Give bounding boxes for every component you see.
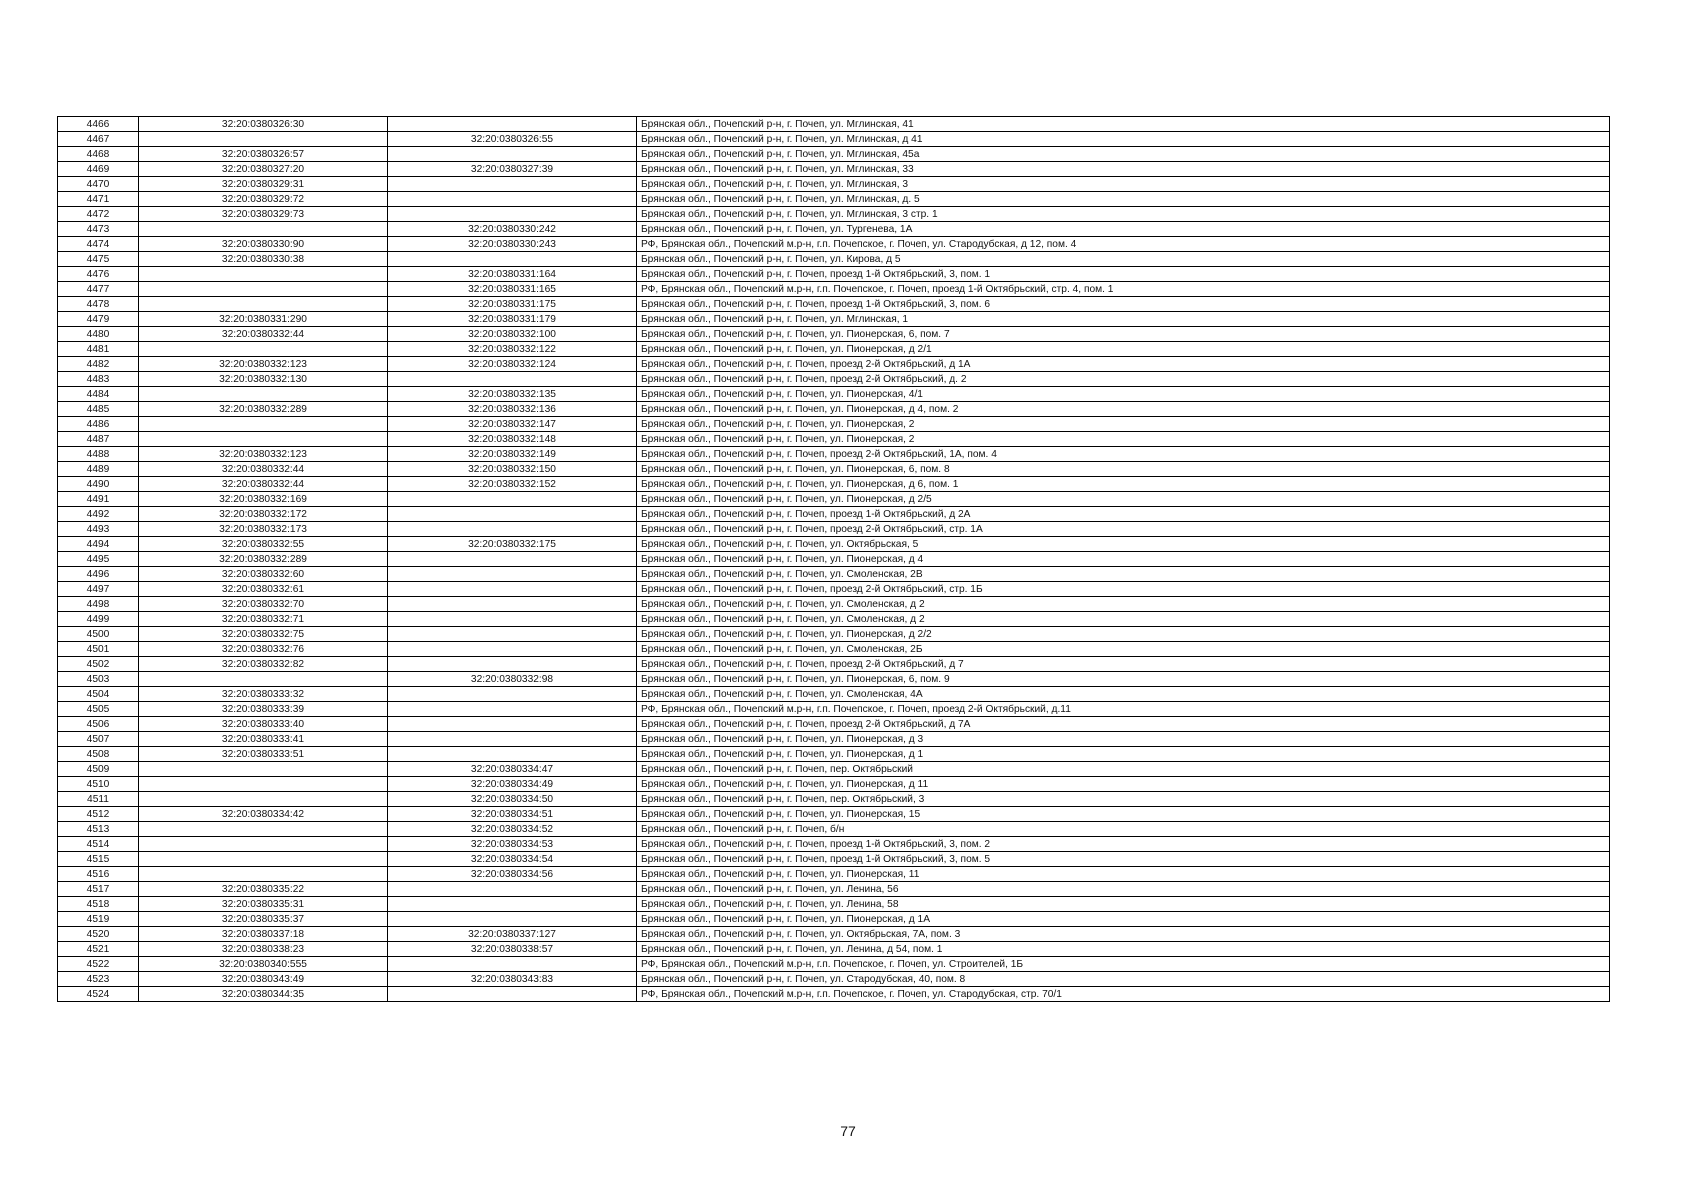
- row-number-cell: 4520: [58, 927, 139, 942]
- address-cell: Брянская обл., Почепский р-н, г. Почеп, ул. Пионерская, 15: [637, 807, 1610, 822]
- table-row: [58, 732, 1610, 747]
- row-number-cell: 4486: [58, 417, 139, 432]
- related-cadastral-number-cell: [388, 567, 637, 582]
- address-cell: Брянская обл., Почепский р-н, г. Почеп, ул. Мглинская, 41: [637, 117, 1610, 132]
- address-cell: Брянская обл., Почепский р-н, г. Почеп, ул. Смоленская, д 2: [637, 597, 1610, 612]
- related-cadastral-number-cell: [388, 612, 637, 627]
- row-number-cell: 4516: [58, 867, 139, 882]
- related-cadastral-number-cell: 32:20:0380332:124: [388, 357, 637, 372]
- cadastral-number-cell: 32:20:0380338:23: [139, 942, 388, 957]
- related-cadastral-number-cell: [388, 912, 637, 927]
- cadastral-number-cell: [139, 282, 388, 297]
- table-row: [58, 867, 1610, 882]
- related-cadastral-number-cell: 32:20:0380337:127: [388, 927, 637, 942]
- address-cell: РФ, Брянская обл., Почепский м.р-н, г.п. Почепское, г. Почеп, ул. Стародубская, стр. 70/1: [637, 987, 1610, 1002]
- row-number-cell: 4512: [58, 807, 139, 822]
- row-number-cell: 4514: [58, 837, 139, 852]
- table-row: [58, 612, 1610, 627]
- address-cell: Брянская обл., Почепский р-н, г. Почеп, ул. Пионерская, 6, пом. 7: [637, 327, 1610, 342]
- related-cadastral-number-cell: 32:20:0380338:57: [388, 942, 637, 957]
- cadastral-number-cell: 32:20:0380333:39: [139, 702, 388, 717]
- related-cadastral-number-cell: [388, 252, 637, 267]
- related-cadastral-number-cell: [388, 627, 637, 642]
- address-cell: Брянская обл., Почепский р-н, г. Почеп, ул. Мглинская, 1: [637, 312, 1610, 327]
- related-cadastral-number-cell: 32:20:0380332:175: [388, 537, 637, 552]
- cadastral-number-cell: 32:20:0380332:44: [139, 477, 388, 492]
- row-number-cell: 4478: [58, 297, 139, 312]
- cadastral-number-cell: 32:20:0380332:123: [139, 357, 388, 372]
- table-row: [58, 762, 1610, 777]
- address-cell: Брянская обл., Почепский р-н, г. Почеп, проезд 2-й Октябрьский, д 7: [637, 657, 1610, 672]
- row-number-cell: 4499: [58, 612, 139, 627]
- cadastral-number-cell: 32:20:0380333:51: [139, 747, 388, 762]
- address-cell: Брянская обл., Почепский р-н, г. Почеп, ул. Ленина, д 54, пом. 1: [637, 942, 1610, 957]
- row-number-cell: 4500: [58, 627, 139, 642]
- address-cell: Брянская обл., Почепский р-н, г. Почеп, проезд 2-й Октябрьский, стр. 1А: [637, 522, 1610, 537]
- table-row: [58, 552, 1610, 567]
- cadastral-number-cell: 32:20:0380332:75: [139, 627, 388, 642]
- address-cell: Брянская обл., Почепский р-н, г. Почеп, ул. Мглинская, 45а: [637, 147, 1610, 162]
- row-number-cell: 4510: [58, 777, 139, 792]
- cadastral-number-cell: [139, 822, 388, 837]
- address-cell: Брянская обл., Почепский р-н, г. Почеп, ул. Смоленская, 4А: [637, 687, 1610, 702]
- related-cadastral-number-cell: [388, 597, 637, 612]
- cadastral-number-cell: [139, 342, 388, 357]
- row-number-cell: 4502: [58, 657, 139, 672]
- address-cell: Брянская обл., Почепский р-н, г. Почеп, проезд 1-й Октябрьский, д 2А: [637, 507, 1610, 522]
- related-cadastral-number-cell: 32:20:0380334:53: [388, 837, 637, 852]
- related-cadastral-number-cell: 32:20:0380334:49: [388, 777, 637, 792]
- address-cell: Брянская обл., Почепский р-н, г. Почеп, ул. Смоленская, 2В: [637, 567, 1610, 582]
- related-cadastral-number-cell: [388, 987, 637, 1002]
- row-number-cell: 4518: [58, 897, 139, 912]
- cadastral-number-cell: 32:20:0380332:172: [139, 507, 388, 522]
- table-row: [58, 582, 1610, 597]
- related-cadastral-number-cell: 32:20:0380331:175: [388, 297, 637, 312]
- cadastral-number-cell: 32:20:0380332:55: [139, 537, 388, 552]
- row-number-cell: 4484: [58, 387, 139, 402]
- cadastral-number-cell: 32:20:0380326:30: [139, 117, 388, 132]
- table-row: [58, 177, 1610, 192]
- row-number-cell: 4473: [58, 222, 139, 237]
- table-row: [58, 507, 1610, 522]
- table-row: [58, 987, 1610, 1002]
- address-cell: Брянская обл., Почепский р-н, г. Почеп, ул. Пионерская, д 2/1: [637, 342, 1610, 357]
- row-number-cell: 4481: [58, 342, 139, 357]
- cadastral-number-cell: 32:20:0380340:555: [139, 957, 388, 972]
- cadastral-number-cell: 32:20:0380335:37: [139, 912, 388, 927]
- related-cadastral-number-cell: [388, 732, 637, 747]
- table-row: [58, 312, 1610, 327]
- table-row: [58, 387, 1610, 402]
- cadastral-number-cell: 32:20:0380344:35: [139, 987, 388, 1002]
- table-row: [58, 417, 1610, 432]
- table-row: [58, 837, 1610, 852]
- address-cell: Брянская обл., Почепский р-н, г. Почеп, ул. Пионерская, д 3: [637, 732, 1610, 747]
- row-number-cell: 4467: [58, 132, 139, 147]
- table-row: [58, 537, 1610, 552]
- cadastral-number-cell: 32:20:0380333:40: [139, 717, 388, 732]
- row-number-cell: 4519: [58, 912, 139, 927]
- row-number-cell: 4491: [58, 492, 139, 507]
- related-cadastral-number-cell: 32:20:0380332:122: [388, 342, 637, 357]
- address-cell: Брянская обл., Почепский р-н, г. Почеп, ул. Пионерская, 2: [637, 432, 1610, 447]
- related-cadastral-number-cell: [388, 702, 637, 717]
- related-cadastral-number-cell: [388, 177, 637, 192]
- table-row: [58, 297, 1610, 312]
- cadastral-number-cell: 32:20:0380343:49: [139, 972, 388, 987]
- row-number-cell: 4488: [58, 447, 139, 462]
- cadastral-number-cell: 32:20:0380329:73: [139, 207, 388, 222]
- cadastral-number-cell: [139, 762, 388, 777]
- table-row: [58, 702, 1610, 717]
- row-number-cell: 4498: [58, 597, 139, 612]
- cadastral-number-cell: 32:20:0380326:57: [139, 147, 388, 162]
- row-number-cell: 4503: [58, 672, 139, 687]
- address-cell: Брянская обл., Почепский р-н, г. Почеп, ул. Мглинская, д 41: [637, 132, 1610, 147]
- row-number-cell: 4475: [58, 252, 139, 267]
- table-row: [58, 222, 1610, 237]
- cadastral-number-cell: 32:20:0380334:42: [139, 807, 388, 822]
- address-cell: Брянская обл., Почепский р-н, г. Почеп, ул. Пионерская, д 1: [637, 747, 1610, 762]
- row-number-cell: 4501: [58, 642, 139, 657]
- row-number-cell: 4487: [58, 432, 139, 447]
- table-row: [58, 957, 1610, 972]
- related-cadastral-number-cell: 32:20:0380332:136: [388, 402, 637, 417]
- row-number-cell: 4476: [58, 267, 139, 282]
- table-row: [58, 432, 1610, 447]
- table-row: [58, 402, 1610, 417]
- row-number-cell: 4471: [58, 192, 139, 207]
- cadastral-number-cell: 32:20:0380332:61: [139, 582, 388, 597]
- address-cell: Брянская обл., Почепский р-н, г. Почеп, ул. Стародубская, 40, пом. 8: [637, 972, 1610, 987]
- cadastral-number-cell: [139, 222, 388, 237]
- row-number-cell: 4494: [58, 537, 139, 552]
- address-cell: Брянская обл., Почепский р-н, г. Почеп, ул. Пионерская, д 4, пом. 2: [637, 402, 1610, 417]
- related-cadastral-number-cell: 32:20:0380334:50: [388, 792, 637, 807]
- cadastral-number-cell: [139, 387, 388, 402]
- cadastral-number-cell: [139, 867, 388, 882]
- related-cadastral-number-cell: [388, 642, 637, 657]
- table-row: [58, 672, 1610, 687]
- cadastral-number-cell: [139, 132, 388, 147]
- related-cadastral-number-cell: 32:20:0380332:149: [388, 447, 637, 462]
- cadastral-number-cell: 32:20:0380327:20: [139, 162, 388, 177]
- table-row: [58, 492, 1610, 507]
- row-number-cell: 4469: [58, 162, 139, 177]
- row-number-cell: 4523: [58, 972, 139, 987]
- table-row: [58, 282, 1610, 297]
- table-row: [58, 657, 1610, 672]
- table-row: [58, 567, 1610, 582]
- related-cadastral-number-cell: 32:20:0380331:165: [388, 282, 637, 297]
- row-number-cell: 4504: [58, 687, 139, 702]
- related-cadastral-number-cell: [388, 117, 637, 132]
- address-cell: Брянская обл., Почепский р-н, г. Почеп, проезд 1-й Октябрьский, 3, пом. 6: [637, 297, 1610, 312]
- row-number-cell: 4509: [58, 762, 139, 777]
- row-number-cell: 4490: [58, 477, 139, 492]
- row-number-cell: 4466: [58, 117, 139, 132]
- address-cell: Брянская обл., Почепский р-н, г. Почеп, ул. Смоленская, 2Б: [637, 642, 1610, 657]
- row-number-cell: 4468: [58, 147, 139, 162]
- related-cadastral-number-cell: 32:20:0380331:164: [388, 267, 637, 282]
- related-cadastral-number-cell: [388, 657, 637, 672]
- cadastral-number-cell: 32:20:0380329:72: [139, 192, 388, 207]
- cadastral-number-cell: 32:20:0380332:169: [139, 492, 388, 507]
- row-number-cell: 4485: [58, 402, 139, 417]
- related-cadastral-number-cell: 32:20:0380334:47: [388, 762, 637, 777]
- address-cell: Брянская обл., Почепский р-н, г. Почеп, ул. Пионерская, д 4: [637, 552, 1610, 567]
- cadastral-number-cell: [139, 297, 388, 312]
- row-number-cell: 4524: [58, 987, 139, 1002]
- address-cell: Брянская обл., Почепский р-н, г. Почеп, ул. Тургенева, 1А: [637, 222, 1610, 237]
- address-cell: Брянская обл., Почепский р-н, г. Почеп, ул. Пионерская, д 11: [637, 777, 1610, 792]
- cadastral-number-cell: 32:20:0380332:44: [139, 462, 388, 477]
- cadastral-table: [57, 116, 1610, 1002]
- row-number-cell: 4489: [58, 462, 139, 477]
- cadastral-number-cell: [139, 777, 388, 792]
- table-row: [58, 807, 1610, 822]
- address-cell: Брянская обл., Почепский р-н, г. Почеп, пер. Октябрьский: [637, 762, 1610, 777]
- address-cell: Брянская обл., Почепский р-н, г. Почеп, ул. Пионерская, д 2/5: [637, 492, 1610, 507]
- row-number-cell: 4506: [58, 717, 139, 732]
- related-cadastral-number-cell: [388, 717, 637, 732]
- table-row: [58, 897, 1610, 912]
- address-cell: Брянская обл., Почепский р-н, г. Почеп, проезд 1-й Октябрьский, 3, пом. 5: [637, 852, 1610, 867]
- related-cadastral-number-cell: [388, 207, 637, 222]
- row-number-cell: 4479: [58, 312, 139, 327]
- address-cell: Брянская обл., Почепский р-н, г. Почеп, ул. Октябрьская, 5: [637, 537, 1610, 552]
- related-cadastral-number-cell: 32:20:0380330:243: [388, 237, 637, 252]
- address-cell: Брянская обл., Почепский р-н, г. Почеп, ул. Мглинская, 33: [637, 162, 1610, 177]
- cadastral-number-cell: [139, 837, 388, 852]
- related-cadastral-number-cell: [388, 687, 637, 702]
- related-cadastral-number-cell: [388, 897, 637, 912]
- related-cadastral-number-cell: 32:20:0380332:150: [388, 462, 637, 477]
- address-cell: Брянская обл., Почепский р-н, г. Почеп, проезд 2-й Октябрьский, д 1А: [637, 357, 1610, 372]
- related-cadastral-number-cell: [388, 522, 637, 537]
- table-row: [58, 972, 1610, 987]
- cadastral-number-cell: 32:20:0380332:60: [139, 567, 388, 582]
- cadastral-number-cell: 32:20:0380333:41: [139, 732, 388, 747]
- table-row: [58, 117, 1610, 132]
- cadastral-number-cell: [139, 432, 388, 447]
- address-cell: Брянская обл., Почепский р-н, г. Почеп, проезд 2-й Октябрьский, д. 2: [637, 372, 1610, 387]
- address-cell: Брянская обл., Почепский р-н, г. Почеп, ул. Пионерская, 4/1: [637, 387, 1610, 402]
- address-cell: Брянская обл., Почепский р-н, г. Почеп, ул. Ленина, 56: [637, 882, 1610, 897]
- related-cadastral-number-cell: 32:20:0380334:51: [388, 807, 637, 822]
- related-cadastral-number-cell: 32:20:0380331:179: [388, 312, 637, 327]
- related-cadastral-number-cell: [388, 882, 637, 897]
- row-number-cell: 4483: [58, 372, 139, 387]
- related-cadastral-number-cell: 32:20:0380332:100: [388, 327, 637, 342]
- row-number-cell: 4515: [58, 852, 139, 867]
- cadastral-number-cell: 32:20:0380332:44: [139, 327, 388, 342]
- table-row: [58, 327, 1610, 342]
- table-row: [58, 687, 1610, 702]
- address-cell: Брянская обл., Почепский р-н, г. Почеп, ул. Пионерская, д 1А: [637, 912, 1610, 927]
- table-row: [58, 207, 1610, 222]
- row-number-cell: 4492: [58, 507, 139, 522]
- table-row: [58, 912, 1610, 927]
- address-cell: Брянская обл., Почепский р-н, г. Почеп, б/н: [637, 822, 1610, 837]
- related-cadastral-number-cell: 32:20:0380332:148: [388, 432, 637, 447]
- address-cell: Брянская обл., Почепский р-н, г. Почеп, ул. Пионерская, д 6, пом. 1: [637, 477, 1610, 492]
- related-cadastral-number-cell: [388, 957, 637, 972]
- table-row: [58, 882, 1610, 897]
- row-number-cell: 4497: [58, 582, 139, 597]
- table-row: [58, 627, 1610, 642]
- address-cell: РФ, Брянская обл., Почепский м.р-н, г.п. Почепское, г. Почеп, проезд 1-й Октябрьский, стр. 4, пом. 1: [637, 282, 1610, 297]
- table-row: [58, 342, 1610, 357]
- address-cell: Брянская обл., Почепский р-н, г. Почеп, ул. Пионерская, 6, пом. 9: [637, 672, 1610, 687]
- address-cell: Брянская обл., Почепский р-н, г. Почеп, ул. Мглинская, 3 стр. 1: [637, 207, 1610, 222]
- row-number-cell: 4472: [58, 207, 139, 222]
- address-cell: Брянская обл., Почепский р-н, г. Почеп, проезд 2-й Октябрьский, 1А, пом. 4: [637, 447, 1610, 462]
- cadastral-number-cell: 32:20:0380332:289: [139, 402, 388, 417]
- table-row: [58, 132, 1610, 147]
- cadastral-number-cell: [139, 417, 388, 432]
- related-cadastral-number-cell: 32:20:0380332:147: [388, 417, 637, 432]
- row-number-cell: 4511: [58, 792, 139, 807]
- row-number-cell: 4477: [58, 282, 139, 297]
- row-number-cell: 4507: [58, 732, 139, 747]
- address-cell: Брянская обл., Почепский р-н, г. Почеп, пер. Октябрьский, 3: [637, 792, 1610, 807]
- related-cadastral-number-cell: [388, 372, 637, 387]
- table-row: [58, 462, 1610, 477]
- related-cadastral-number-cell: 32:20:0380343:83: [388, 972, 637, 987]
- cadastral-number-cell: 32:20:0380333:32: [139, 687, 388, 702]
- address-cell: Брянская обл., Почепский р-н, г. Почеп, ул. Пионерская, 11: [637, 867, 1610, 882]
- address-cell: Брянская обл., Почепский р-н, г. Почеп, ул. Октябрьская, 7А, пом. 3: [637, 927, 1610, 942]
- related-cadastral-number-cell: [388, 582, 637, 597]
- page-number: 77: [840, 1123, 856, 1139]
- address-cell: Брянская обл., Почепский р-н, г. Почеп, проезд 2-й Октябрьский, стр. 1Б: [637, 582, 1610, 597]
- related-cadastral-number-cell: [388, 492, 637, 507]
- row-number-cell: 4470: [58, 177, 139, 192]
- row-number-cell: 4480: [58, 327, 139, 342]
- cadastral-number-cell: 32:20:0380337:18: [139, 927, 388, 942]
- address-cell: Брянская обл., Почепский р-н, г. Почеп, ул. Пионерская, 6, пом. 8: [637, 462, 1610, 477]
- row-number-cell: 4496: [58, 567, 139, 582]
- table-row: [58, 717, 1610, 732]
- table-row: [58, 147, 1610, 162]
- table-row: [58, 192, 1610, 207]
- table-row: [58, 522, 1610, 537]
- address-cell: Брянская обл., Почепский р-н, г. Почеп, ул. Пионерская, д 2/2: [637, 627, 1610, 642]
- address-cell: РФ, Брянская обл., Почепский м.р-н, г.п. Почепское, г. Почеп, проезд 2-й Октябрьский, д.11: [637, 702, 1610, 717]
- table-row: [58, 597, 1610, 612]
- cadastral-number-cell: 32:20:0380332:82: [139, 657, 388, 672]
- related-cadastral-number-cell: 32:20:0380334:56: [388, 867, 637, 882]
- table-row: [58, 777, 1610, 792]
- related-cadastral-number-cell: 32:20:0380332:135: [388, 387, 637, 402]
- table-row: [58, 852, 1610, 867]
- cadastral-number-cell: 32:20:0380330:90: [139, 237, 388, 252]
- cadastral-number-cell: 32:20:0380332:173: [139, 522, 388, 537]
- table-row: [58, 642, 1610, 657]
- address-cell: Брянская обл., Почепский р-н, г. Почеп, ул. Кирова, д 5: [637, 252, 1610, 267]
- address-cell: Брянская обл., Почепский р-н, г. Почеп, ул. Пионерская, 2: [637, 417, 1610, 432]
- address-cell: Брянская обл., Почепский р-н, г. Почеп, проезд 1-й Октябрьский, 3, пом. 2: [637, 837, 1610, 852]
- cadastral-number-cell: 32:20:0380335:31: [139, 897, 388, 912]
- related-cadastral-number-cell: [388, 552, 637, 567]
- address-cell: Брянская обл., Почепский р-н, г. Почеп, проезд 2-й Октябрьский, д 7А: [637, 717, 1610, 732]
- table-row: [58, 252, 1610, 267]
- related-cadastral-number-cell: [388, 147, 637, 162]
- cadastral-number-cell: [139, 792, 388, 807]
- cadastral-number-cell: 32:20:0380332:289: [139, 552, 388, 567]
- address-cell: РФ, Брянская обл., Почепский м.р-н, г.п. Почепское, г. Почеп, ул. Стародубская, д 12, пом. 4: [637, 237, 1610, 252]
- address-cell: Брянская обл., Почепский р-н, г. Почеп, проезд 1-й Октябрьский, 3, пом. 1: [637, 267, 1610, 282]
- row-number-cell: 4482: [58, 357, 139, 372]
- cadastral-number-cell: [139, 852, 388, 867]
- cadastral-number-cell: 32:20:0380335:22: [139, 882, 388, 897]
- table-row: [58, 267, 1610, 282]
- table-row: [58, 792, 1610, 807]
- related-cadastral-number-cell: 32:20:0380332:98: [388, 672, 637, 687]
- table-row: [58, 372, 1610, 387]
- related-cadastral-number-cell: [388, 747, 637, 762]
- cadastral-number-cell: 32:20:0380330:38: [139, 252, 388, 267]
- cadastral-number-cell: 32:20:0380332:123: [139, 447, 388, 462]
- row-number-cell: 4517: [58, 882, 139, 897]
- row-number-cell: 4513: [58, 822, 139, 837]
- related-cadastral-number-cell: [388, 192, 637, 207]
- address-cell: Брянская обл., Почепский р-н, г. Почеп, ул. Мглинская, 3: [637, 177, 1610, 192]
- table-row: [58, 747, 1610, 762]
- cadastral-number-cell: [139, 672, 388, 687]
- related-cadastral-number-cell: 32:20:0380334:52: [388, 822, 637, 837]
- cadastral-number-cell: 32:20:0380329:31: [139, 177, 388, 192]
- table-row: [58, 162, 1610, 177]
- table-row: [58, 237, 1610, 252]
- table-row: [58, 477, 1610, 492]
- row-number-cell: 4474: [58, 237, 139, 252]
- table-row: [58, 927, 1610, 942]
- cadastral-number-cell: 32:20:0380331:290: [139, 312, 388, 327]
- cadastral-number-cell: [139, 267, 388, 282]
- cadastral-number-cell: 32:20:0380332:76: [139, 642, 388, 657]
- address-cell: Брянская обл., Почепский р-н, г. Почеп, ул. Ленина, 58: [637, 897, 1610, 912]
- cadastral-number-cell: 32:20:0380332:71: [139, 612, 388, 627]
- related-cadastral-number-cell: 32:20:0380334:54: [388, 852, 637, 867]
- related-cadastral-number-cell: 32:20:0380330:242: [388, 222, 637, 237]
- table-row: [58, 357, 1610, 372]
- related-cadastral-number-cell: 32:20:0380327:39: [388, 162, 637, 177]
- related-cadastral-number-cell: 32:20:0380332:152: [388, 477, 637, 492]
- table-row: [58, 822, 1610, 837]
- row-number-cell: 4522: [58, 957, 139, 972]
- related-cadastral-number-cell: [388, 507, 637, 522]
- cadastral-number-cell: 32:20:0380332:70: [139, 597, 388, 612]
- row-number-cell: 4508: [58, 747, 139, 762]
- row-number-cell: 4495: [58, 552, 139, 567]
- table-row: [58, 942, 1610, 957]
- cadastral-table-body: [58, 117, 1610, 1002]
- row-number-cell: 4493: [58, 522, 139, 537]
- table-row: [58, 447, 1610, 462]
- row-number-cell: 4521: [58, 942, 139, 957]
- row-number-cell: 4505: [58, 702, 139, 717]
- related-cadastral-number-cell: 32:20:0380326:55: [388, 132, 637, 147]
- address-cell: РФ, Брянская обл., Почепский м.р-н, г.п. Почепское, г. Почеп, ул. Строителей, 1Б: [637, 957, 1610, 972]
- cadastral-number-cell: 32:20:0380332:130: [139, 372, 388, 387]
- address-cell: Брянская обл., Почепский р-н, г. Почеп, ул. Мглинская, д. 5: [637, 192, 1610, 207]
- address-cell: Брянская обл., Почепский р-н, г. Почеп, ул. Смоленская, д 2: [637, 612, 1610, 627]
